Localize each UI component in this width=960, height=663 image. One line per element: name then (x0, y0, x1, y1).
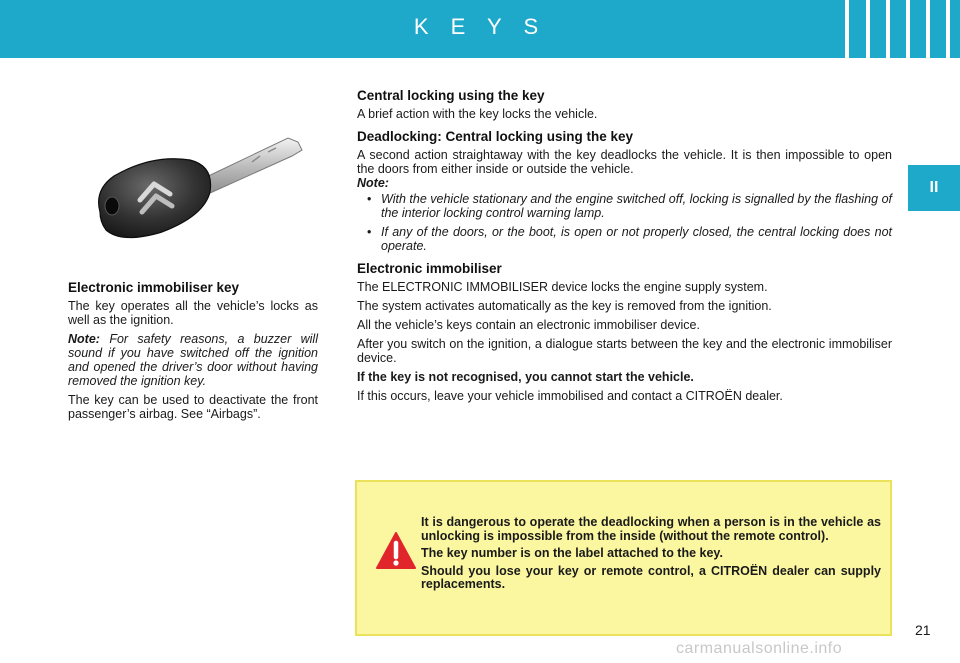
warning-para: Should you lose your key or remote control, a CITROËN dealer can supply replacements. (421, 563, 881, 591)
warning-box (355, 480, 892, 636)
airbag-para: The key can be used to deactivate the front passenger’s airbag. See “Airbags”. (68, 393, 318, 421)
immobiliser-key-para: The key operates all the vehicle’s locks as well as the ignition. (68, 299, 318, 327)
immobiliser-para: If this occurs, leave your vehicle immobilised and contact a CITROËN dealer. (357, 389, 783, 403)
header-stripe (866, 0, 870, 58)
locking-column (357, 88, 892, 408)
watermark-text: carmanualsonline.info (676, 640, 843, 657)
immobiliser-para: The ELECTRONIC IMMOBILISER device locks the engine supply system. (357, 280, 768, 294)
key-illustration (92, 120, 312, 250)
central-locking-text: A brief action with the key locks the vehicle. (357, 107, 598, 121)
immobiliser-key-title: Electronic immobiliser key (68, 280, 240, 295)
warning-para: It is dangerous to operate the deadlocking when a person is in the vehicle as unlocking is impossible from the inside (without the remote control). (421, 515, 881, 543)
immobiliser-para: After you switch on the ignition, a dialogue starts between the key and the electronic immobiliser device. (357, 337, 892, 365)
immobiliser-key-note (68, 332, 318, 388)
note-text: For safety reasons, a buzzer will sound if you have switched off the ignition and opened the driver’s door without having removed the ignition key. (68, 332, 318, 388)
page-title: K E Y S (413, 14, 547, 39)
immobiliser-warning-para: If the key is not recognised, you cannot start the vehicle. (357, 370, 694, 384)
immobiliser-para: The system activates automatically as the key is removed from the ignition. (357, 299, 772, 313)
header-stripe (926, 0, 930, 58)
header-stripe (906, 0, 910, 58)
warning-triangle-icon (375, 530, 417, 572)
immobiliser-key-column (68, 280, 318, 426)
deadlocking-title: Deadlocking: Central locking using the key (357, 129, 634, 144)
immobiliser-para: All the vehicle’s keys contain an electronic immobiliser device. (357, 318, 700, 332)
page-number: 21 (915, 622, 931, 638)
deadlocking-note-label: Note: (357, 176, 389, 190)
header-stripe (886, 0, 890, 58)
section-tab[interactable]: II (908, 165, 960, 211)
page-header (0, 0, 960, 58)
bullet-icon: • (367, 225, 372, 239)
bullet-icon: • (367, 192, 372, 206)
note-item: • With the vehicle stationary and the engine switched off, locking is signalled by the flashing of the interior locking control warning lamp. (367, 192, 892, 220)
warning-para: The key number is on the label attached to the key. (421, 546, 723, 560)
deadlocking-notes (357, 192, 892, 253)
header-stripe (946, 0, 950, 58)
electronic-immobiliser-title: Electronic immobiliser (357, 261, 502, 276)
header-stripe (845, 0, 849, 58)
note-item: • If any of the doors, or the boot, is open or not properly closed, the central locking does not operate. (367, 225, 892, 253)
deadlocking-text: A second action straightaway with the key deadlocks the vehicle. It is then impossible to open the doors from either inside or outside the vehicle. (357, 148, 892, 176)
central-locking-title: Central locking using the key (357, 88, 545, 103)
warning-text (421, 516, 881, 596)
note-label: Note: (68, 332, 100, 346)
